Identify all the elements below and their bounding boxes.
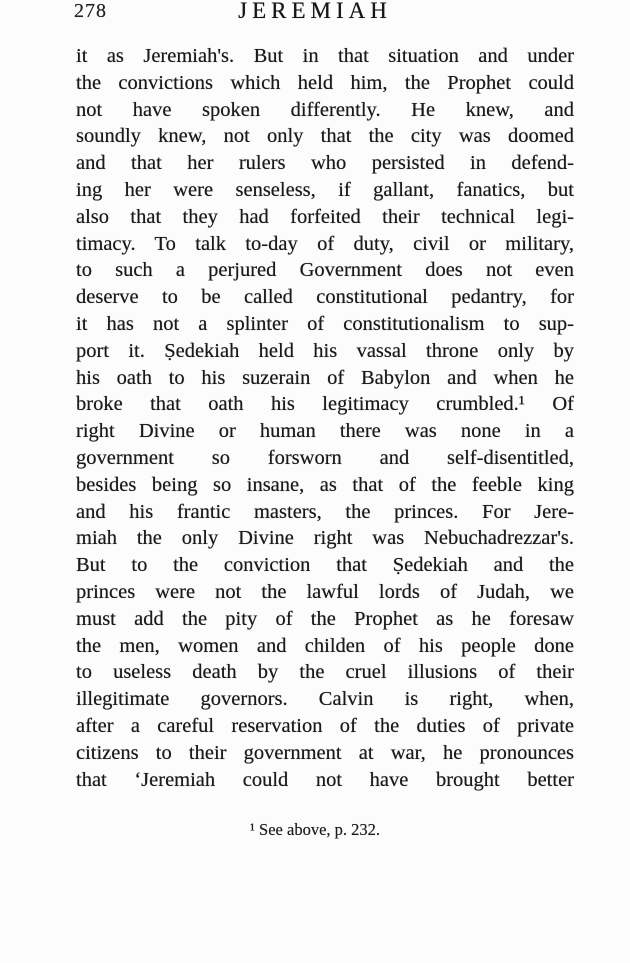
text-line: it has not a splinter of constitutionalism to sup-: [76, 312, 574, 335]
text-line: it as Jeremiah's. But in that situation and under: [76, 45, 574, 67]
text-line: illegitimate governors. Calvin is right, when,: [76, 688, 574, 711]
text-line: broke that oath his legitimacy crumbled.¹ Of: [76, 393, 574, 416]
text-line: But to the conviction that Ṣedekiah and the: [76, 554, 574, 577]
text-line: and that her rulers who persisted in defend-: [76, 152, 574, 175]
running-title-clip: [0, 0, 630, 28]
text-line: princes were not the lawful lords of Judah, we: [76, 580, 574, 603]
text-line: miah the only Divine right was Nebuchadrezzar's.: [76, 527, 574, 550]
text-line: ing her were senseless, if gallant, fanatics, but: [76, 178, 574, 201]
text-line: citizens to their government at war, he pronounces: [76, 741, 574, 764]
text-line: to such a perjured Government does not even: [76, 259, 574, 282]
text-line: right Divine or human there was none in a: [76, 420, 574, 443]
text-line: that ʻJeremiah could not have brought better: [76, 768, 574, 791]
text-line: and his frantic masters, the princes. For Jere-: [76, 500, 574, 523]
text-line: soundly knew, not only that the city was doomed: [76, 125, 574, 148]
text-line: the convictions which held him, the Prophet could: [76, 71, 574, 94]
text-line: to useless death by the cruel illusions of their: [76, 661, 574, 684]
text-line: port it. Ṣedekiah held his vassal throne only by: [76, 339, 574, 362]
page-number: 278: [74, 0, 107, 22]
text-line: timacy. To talk to-day of duty, civil or military,: [76, 232, 574, 255]
text-line: government so forsworn and self-disentitled,: [76, 446, 574, 469]
text-line: after a careful reservation of the duties of private: [76, 714, 574, 737]
footnote: [0, 820, 630, 840]
footnote-text: ¹ See above, p. 232.: [249, 820, 381, 839]
text-line: also that they had forfeited their technical legi-: [76, 205, 574, 228]
text-line: not have spoken differently. He knew, and: [76, 98, 574, 121]
body-text: [76, 43, 574, 793]
running-title: JEREMIAH: [238, 0, 392, 23]
text-line: his oath to his suzerain of Babylon and when he: [76, 366, 574, 389]
text-line: besides being so insane, as that of the feeble king: [76, 473, 574, 496]
text-line: must add the pity of the Prophet as he foresaw: [76, 607, 574, 630]
text-line: the men, women and childen of his people done: [76, 634, 574, 657]
text-line: deserve to be called constitutional pedantry, for: [76, 286, 574, 309]
